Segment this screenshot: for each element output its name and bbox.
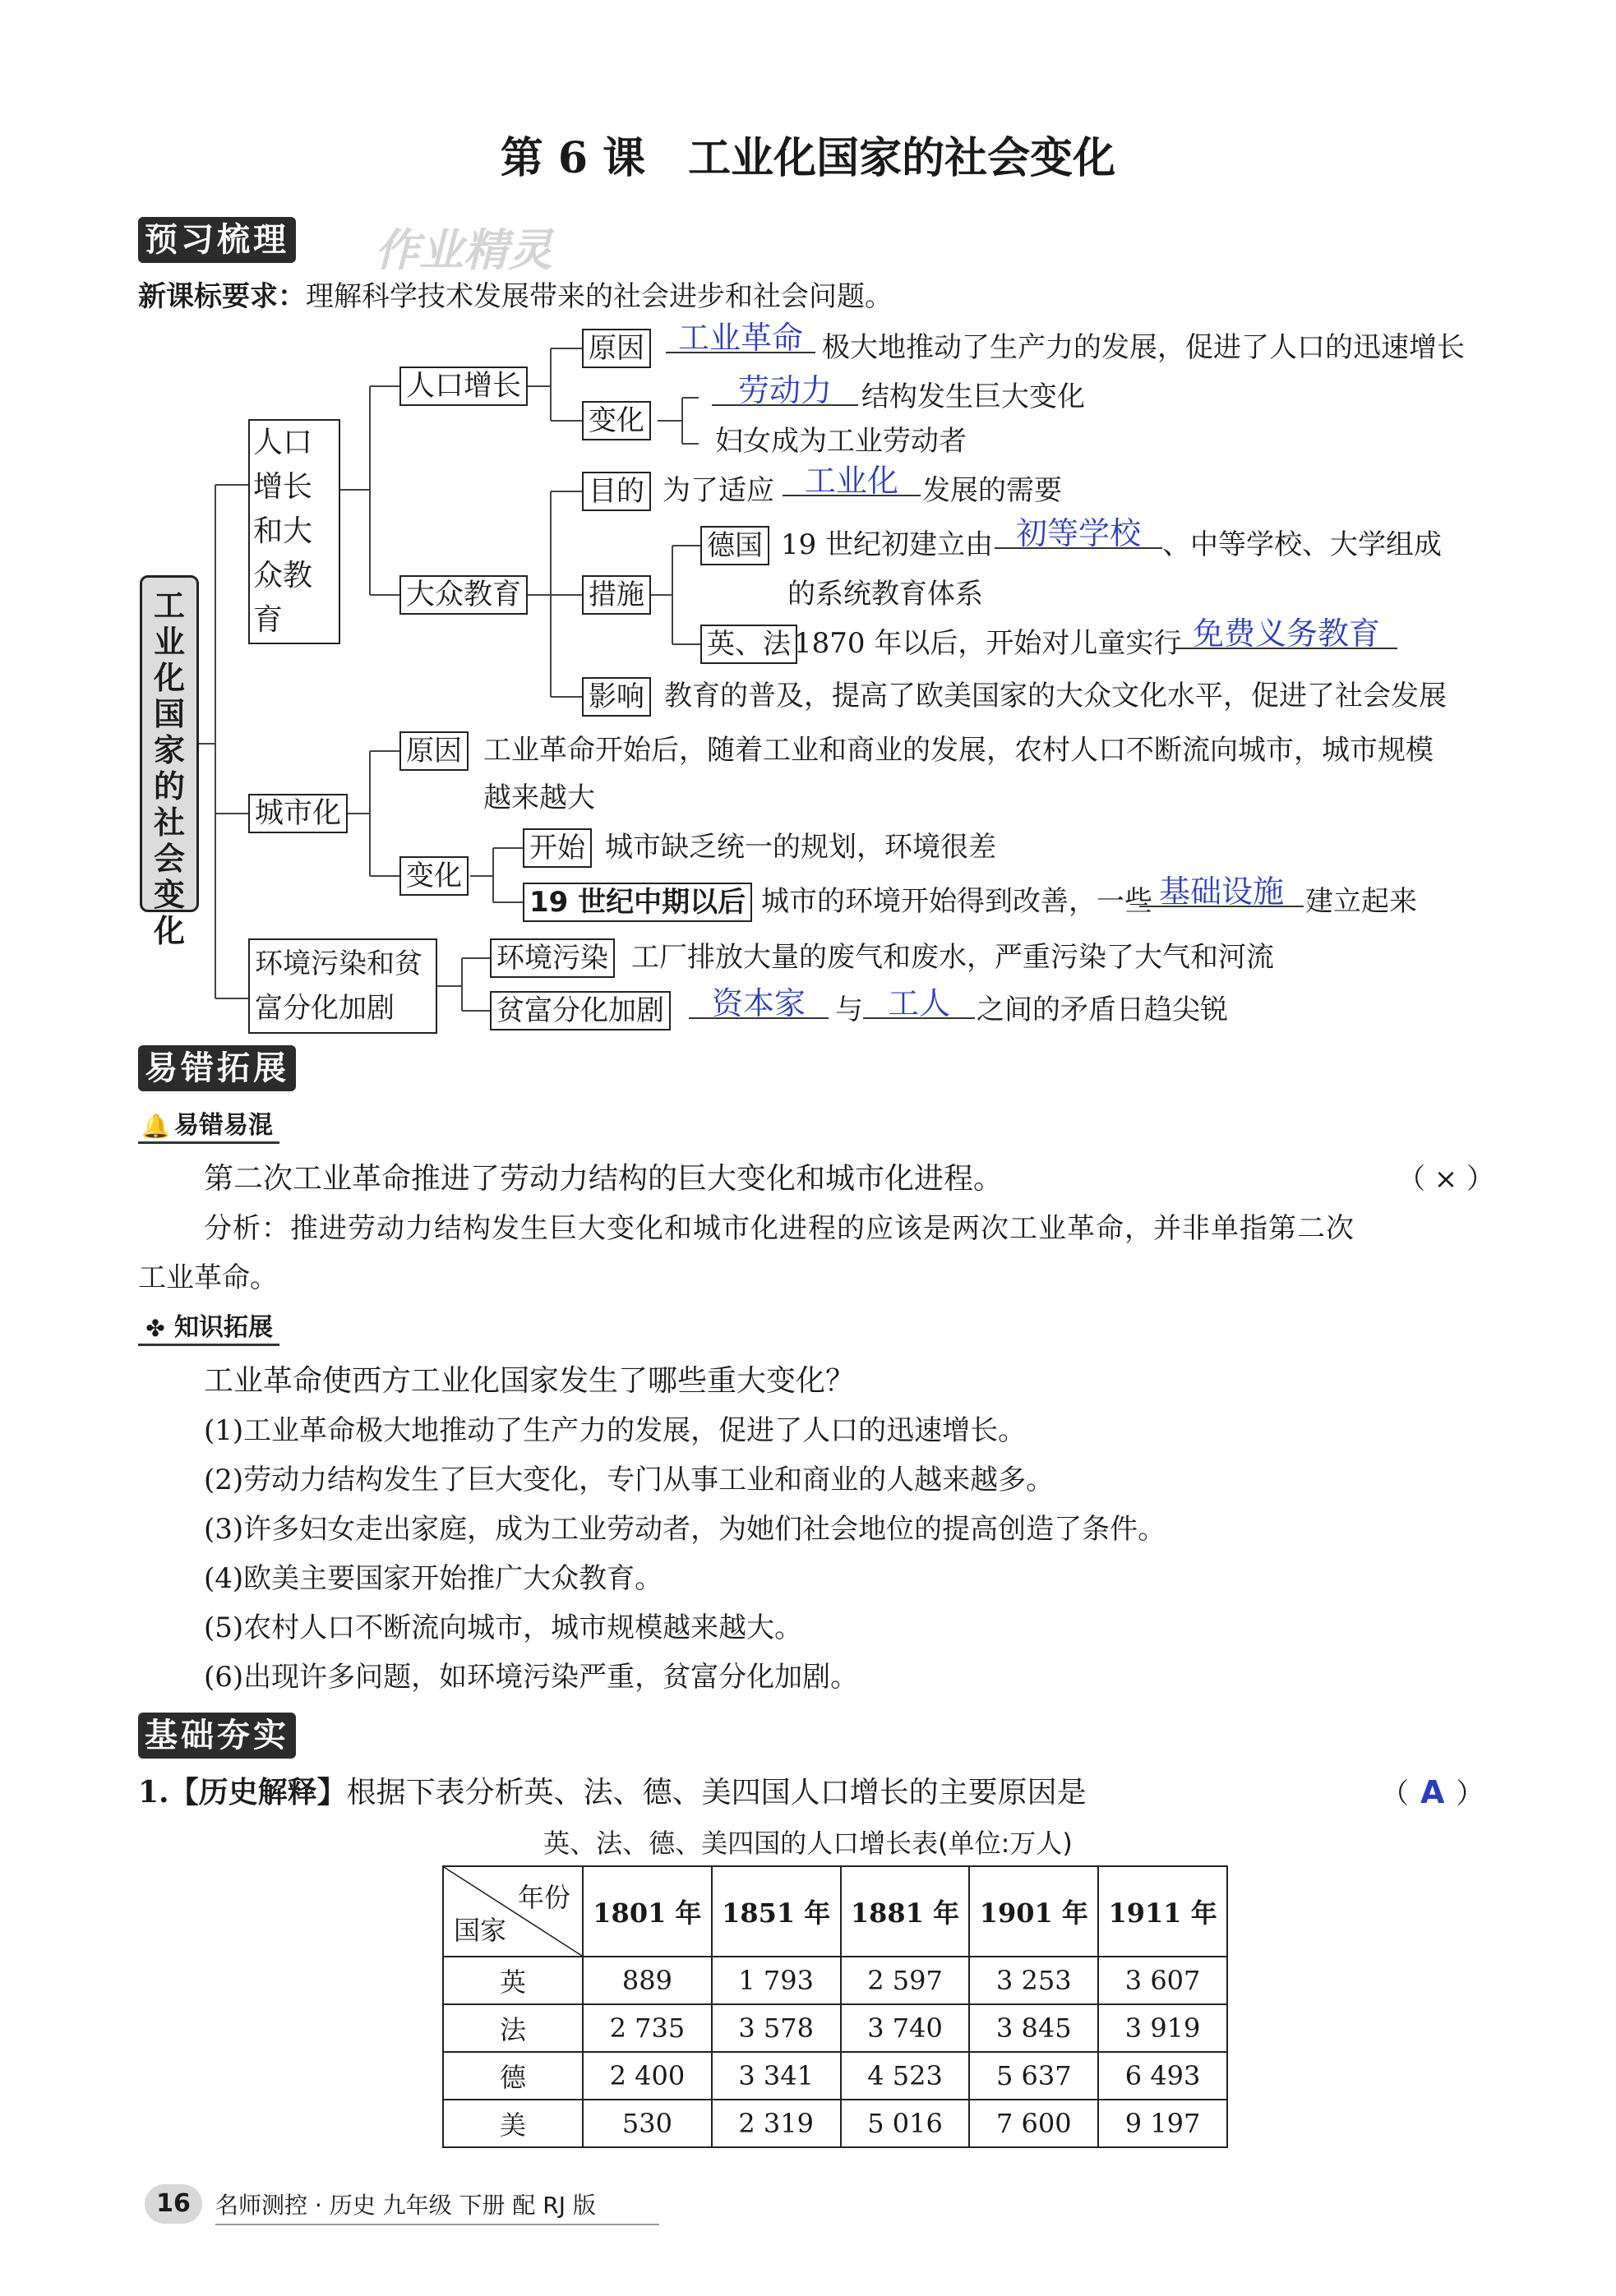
answer-free-education: 免费义务教育	[1192, 615, 1380, 652]
standard-text: 理解科学技术发展带来的社会进步和社会问题。	[306, 280, 893, 313]
answer-infrastructure: 基础设施	[1158, 874, 1284, 910]
value-cell: 9 197	[1098, 2100, 1227, 2147]
year-header: 1801 年	[583, 1866, 712, 1957]
year-header: 1881 年	[841, 1866, 970, 1957]
value-cell: 4 523	[841, 2052, 970, 2100]
tag-knowledge-label: 知识拓展	[174, 1313, 273, 1342]
question-1-tag: 【历史解释】	[169, 1776, 347, 1810]
answer-capitalist: 资本家	[711, 985, 806, 1021]
node-wealth-gap: 贫富分化加剧	[490, 991, 671, 1030]
blank-labor	[712, 365, 858, 406]
blank-capitalist	[689, 978, 829, 1019]
year-header: 1851 年	[712, 1866, 841, 1957]
country-cell: 德	[443, 2052, 583, 2100]
knowledge-item-3: (3)许多妇女走出家庭，成为工业劳动者，为她们社会地位的提高创造了条件。	[204, 1513, 1166, 1546]
branch-urbanization: 城市化	[248, 794, 348, 833]
value-cell: 2 735	[583, 2004, 712, 2052]
branch-population-education: 人口增长和大众教育	[248, 419, 340, 644]
paren-right: ）	[1456, 1777, 1484, 1810]
pop-change-text-women: 妇女成为工业劳动者	[715, 425, 967, 458]
table-row	[443, 2100, 1227, 2147]
value-cell: 2 319	[712, 2100, 841, 2147]
table-header-row	[443, 1866, 1227, 1957]
node-population-growth: 人口增长	[399, 367, 528, 406]
value-cell: 7 600	[969, 2100, 1098, 2147]
value-cell: 2 597	[841, 1957, 970, 2004]
question-1-text: 根据下表分析英、法、德、美四国人口增长的主要原因是	[346, 1776, 1087, 1810]
mistake-statement: 第二次工业革命推进了劳动力结构的巨大变化和城市化进程。	[204, 1162, 1004, 1196]
gap-mid: 与	[835, 994, 863, 1026]
blank-industrial-revolution	[666, 312, 815, 356]
node-urban-mid19: 19 世纪中期以后	[523, 883, 752, 922]
answer-worker: 工人	[887, 985, 950, 1021]
urban-start-text: 城市缺乏统一的规划，环境很差	[605, 831, 996, 864]
year-header: 1901 年	[969, 1866, 1098, 1957]
value-cell: 3 740	[841, 2004, 970, 2052]
node-pollution: 环境污染	[490, 938, 615, 978]
edu-goal-post: 发展的需要	[922, 474, 1062, 507]
year-header: 1911 年	[1098, 1866, 1227, 1957]
germany-post2: 的系统教育体系	[787, 578, 983, 611]
node-uk-france: 英、法	[700, 625, 797, 664]
pop-reason-text: 极大地推动了生产力的发展，促进了人口的迅速增长	[822, 331, 1465, 364]
question-1	[138, 1775, 1087, 1810]
answer-industrialization: 工业化	[804, 463, 898, 499]
node-edu-measure: 措施	[582, 575, 651, 615]
ukfr-pre: 1870 年以后，开始对儿童实行	[794, 627, 1182, 660]
value-cell: 5 637	[969, 2052, 1098, 2100]
node-germany: 德国	[700, 526, 769, 565]
node-edu-goal: 目的	[582, 472, 651, 511]
value-cell: 1 793	[712, 1957, 841, 2004]
table-title: 英、法、德、美四国的人口增长表(单位:万人)	[543, 1828, 1073, 1859]
knowledge-item-1: (1)工业革命极大地推动了生产力的发展，促进了人口的迅速增长。	[204, 1414, 1027, 1447]
value-cell: 889	[583, 1957, 712, 2004]
edu-effect-text: 教育的普及，提高了欧美国家的大众文化水平，促进了社会发展	[664, 680, 1447, 712]
urban-mid-post: 建立起来	[1305, 885, 1417, 918]
answer-industrial-revolution: 工业革命	[677, 320, 803, 356]
corner-country-label: 国家	[454, 1915, 507, 1946]
value-cell: 3 578	[712, 2004, 841, 2052]
knowledge-question: 工业革命使西方工业化国家发生了哪些重大变化？	[204, 1364, 856, 1398]
mistake-analysis-cont: 工业革命。	[138, 1261, 278, 1294]
table-corner-cell	[443, 1866, 583, 1957]
standard-label: 新课标要求：	[138, 280, 306, 313]
node-urban-start: 开始	[523, 828, 592, 868]
value-cell: 2 400	[583, 2052, 712, 2100]
value-cell: 530	[583, 2100, 712, 2147]
corner-year-label: 年份	[517, 1882, 570, 1913]
blank-worker	[863, 978, 975, 1019]
node-mass-education: 大众教育	[399, 575, 528, 615]
country-cell: 美	[443, 2100, 583, 2147]
pop-change-text: 结构发生巨大变化	[861, 380, 1085, 413]
mistake-analysis: 分析：推进劳动力结构发生巨大变化和城市化进程的应该是两次工业革命，并非单指第二次	[204, 1212, 1355, 1245]
country-cell: 法	[443, 2004, 583, 2052]
answer-labor: 劳动力	[737, 372, 832, 408]
germany-pre: 19 世纪初建立由	[781, 528, 994, 561]
urban-mid-pre: 城市的环境开始得到改善，一些	[761, 885, 1152, 918]
node-urban-change: 变化	[399, 856, 469, 896]
tag-common-mistakes-label: 易错易混	[174, 1111, 273, 1140]
table-row	[443, 1957, 1227, 2004]
node-urban-reason: 原因	[399, 731, 469, 771]
branch-pollution-gap: 环境污染和贫富分化加剧	[248, 938, 437, 1034]
blank-primary-school	[995, 508, 1162, 549]
pollution-text: 工厂排放大量的废气和废水，严重污染了大气和河流	[631, 941, 1274, 974]
value-cell: 3 919	[1098, 2004, 1227, 2052]
footer-text: 名师测控 · 历史 九年级 下册 配 RJ 版	[215, 2188, 659, 2225]
knowledge-item-6: (6)出现许多问题，如环境污染严重，贫富分化加剧。	[204, 1661, 859, 1694]
node-pop-change: 变化	[582, 401, 651, 440]
node-pop-reason: 原因	[582, 329, 651, 368]
urban-reason-text2: 越来越大	[483, 781, 595, 814]
watermark: 作业精灵	[375, 224, 552, 276]
tag-knowledge-extension	[138, 1312, 279, 1346]
urban-reason-text: 工业革命开始后，随着工业和商业的发展，农村人口不断流向城市，城市规模	[483, 734, 1434, 767]
value-cell: 3 253	[969, 1957, 1098, 2004]
knowledge-item-5: (5)农村人口不断流向城市，城市规模越来越大。	[204, 1611, 803, 1644]
blank-industrialization	[783, 455, 921, 499]
edu-goal-pre: 为了适应	[663, 474, 774, 507]
blank-infrastructure	[1139, 866, 1304, 910]
table-row	[443, 2052, 1227, 2100]
section-mistakes: 易错拓展	[138, 1045, 296, 1091]
mistake-mark: （ × ）	[1397, 1163, 1495, 1196]
question-1-answer-slot	[1381, 1775, 1484, 1811]
germany-post: 、中等学校、大学组成	[1162, 528, 1442, 561]
question-1-number: 1.	[138, 1775, 169, 1810]
tag-common-mistakes	[138, 1109, 279, 1144]
clover-icon: ✤	[145, 1315, 165, 1342]
answer-primary-school: 初等学校	[1015, 515, 1141, 551]
page-number: 16	[145, 2184, 202, 2224]
value-cell: 3 341	[712, 2052, 841, 2100]
question-1-answer: A	[1420, 1774, 1445, 1810]
mindmap-root: 工业化国家的社会变化	[140, 575, 199, 912]
bell-icon: 🔔	[141, 1113, 170, 1140]
value-cell: 3 845	[969, 2004, 1098, 2052]
country-cell: 英	[443, 1957, 583, 2004]
table-row	[443, 2004, 1227, 2052]
knowledge-item-4: (4)欧美主要国家开始推广大众教育。	[204, 1562, 663, 1595]
paren-left: （	[1381, 1777, 1409, 1810]
page-title: 第 6 课 工业化国家的社会变化	[500, 133, 1116, 183]
section-preview: 预习梳理	[138, 217, 296, 263]
population-table	[442, 1865, 1228, 2148]
knowledge-item-2: (2)劳动力结构发生了巨大变化，专门从事工业和商业的人越来越多。	[204, 1464, 1055, 1496]
value-cell: 3 607	[1098, 1957, 1227, 2004]
blank-free-education	[1175, 608, 1397, 652]
value-cell: 5 016	[841, 2100, 970, 2147]
section-foundation: 基础夯实	[138, 1713, 296, 1759]
gap-post: 之间的矛盾日趋尖锐	[977, 994, 1228, 1026]
node-edu-effect: 影响	[582, 677, 651, 717]
value-cell: 6 493	[1098, 2052, 1227, 2100]
